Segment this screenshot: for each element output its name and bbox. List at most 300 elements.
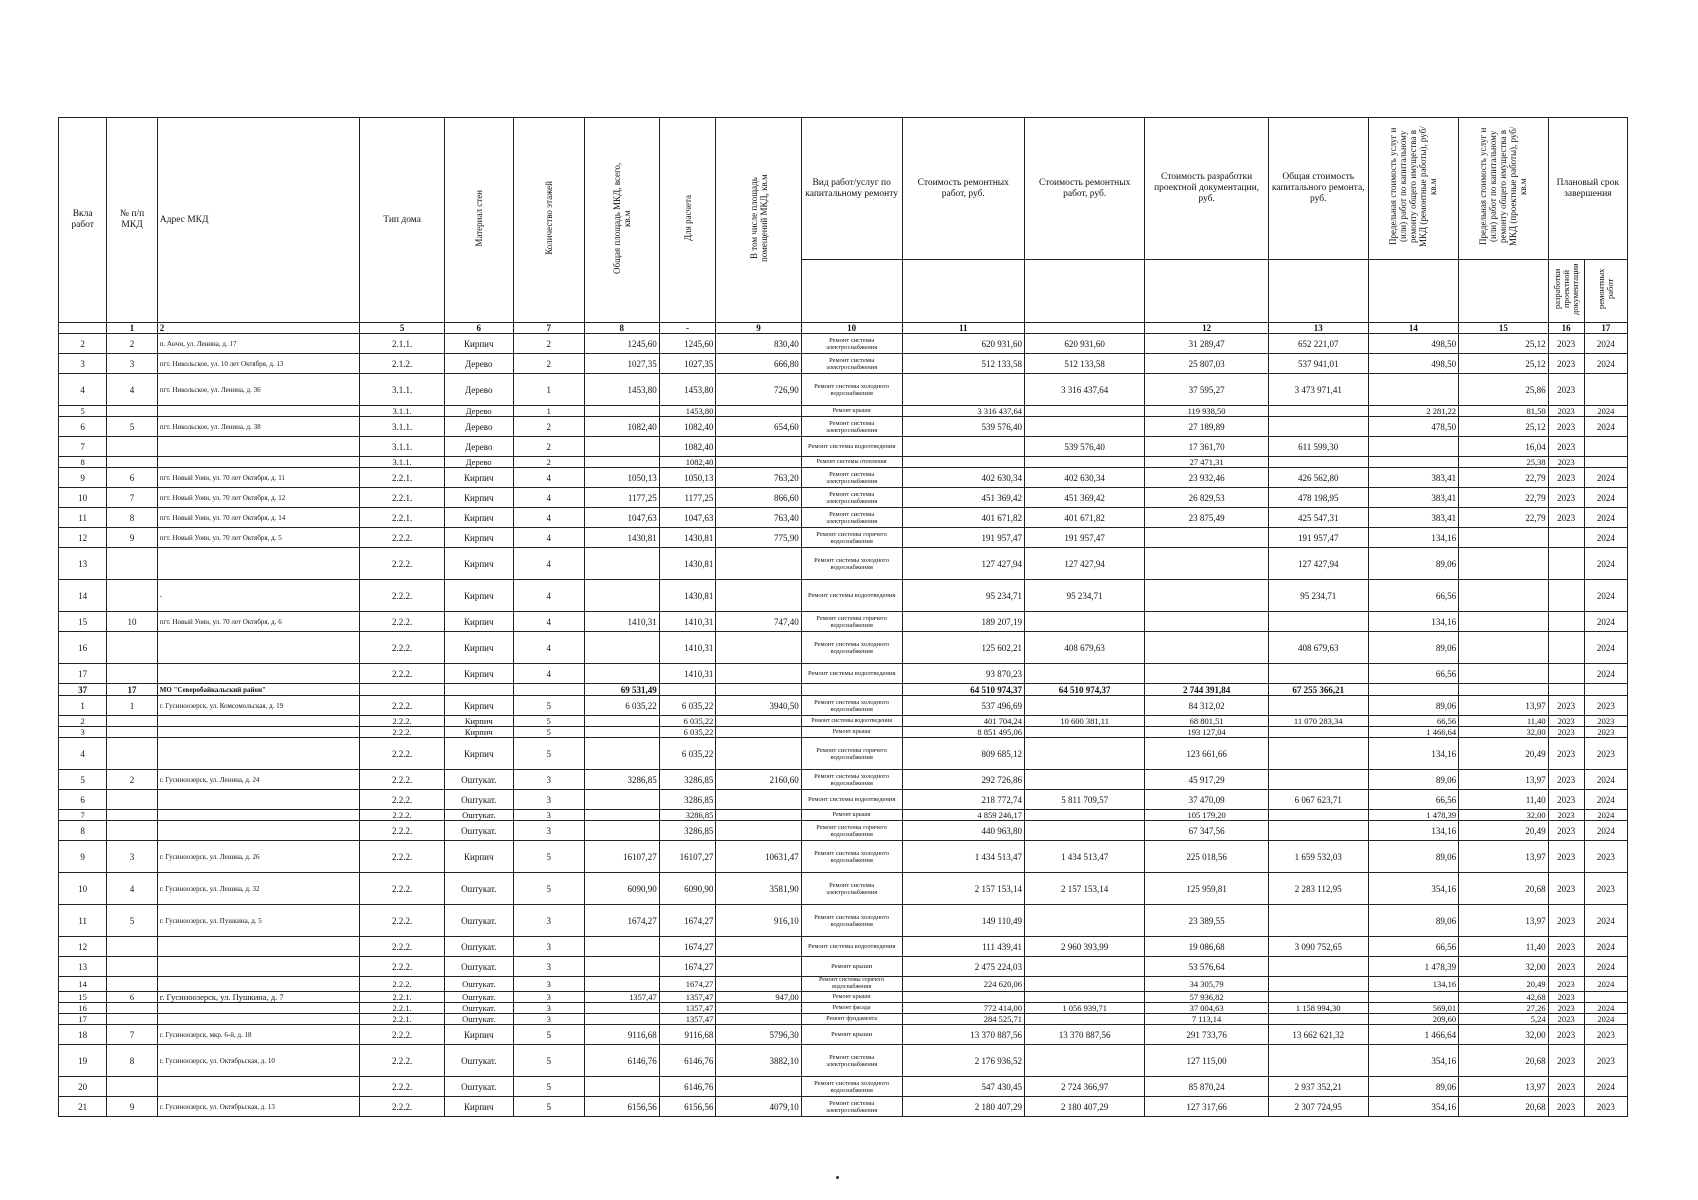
table-row [59, 417, 1628, 437]
address-cell [157, 664, 360, 684]
total-cost-cell [1268, 406, 1368, 417]
design-cost-cell: 31 289,47 [1145, 334, 1268, 354]
total-cost-cell [1268, 612, 1368, 632]
repair-cost-2-cell: 2 157 153,14 [1024, 873, 1144, 905]
deadline-design-cell [1548, 580, 1584, 612]
work-kind-cell: Ремонт системы горячего водоснабжения [801, 612, 902, 632]
table-row [59, 905, 1628, 937]
calc-area-cell: 1082,40 [659, 437, 716, 457]
mkd-number: 3 [107, 841, 157, 873]
calc-area-cell: 6090,90 [659, 873, 716, 905]
total-cost-cell [1268, 696, 1368, 716]
work-kind-cell: Ремонт системы водоотведения [801, 437, 902, 457]
deadline-repair-cell [1584, 992, 1627, 1003]
header-work-type: Вкла работ [59, 118, 107, 323]
total-cost-cell [1268, 727, 1368, 738]
row-number: 10 [59, 873, 107, 905]
deadline-repair-cell: 2023 [1584, 873, 1627, 905]
work-kind-cell: Ремонт системы отопления [801, 457, 902, 468]
deadline-repair-cell: 2024 [1584, 905, 1627, 937]
design-cost-cell: 105 179,20 [1145, 810, 1268, 821]
column-number: 1 [107, 323, 157, 334]
mkd-number: 9 [107, 1097, 157, 1117]
table-row [59, 468, 1628, 488]
limit-design-cell: 20,49 [1459, 977, 1549, 992]
deadline-design-cell: 2023 [1548, 821, 1584, 841]
floors-cell: 5 [513, 1045, 584, 1077]
limit-repair-cell: 66,56 [1368, 716, 1459, 727]
work-kind-cell: Ремонт фасада [801, 1003, 902, 1014]
house-type-cell: 2.2.1. [360, 508, 444, 528]
wall-material-cell: Оштукат. [444, 937, 513, 957]
total-area-cell: 1082,40 [584, 417, 659, 437]
calc-area-cell: 1430,81 [659, 548, 716, 580]
floors-cell: 4 [513, 548, 584, 580]
calc-area-cell: 1430,81 [659, 528, 716, 548]
limit-repair-cell: 89,06 [1368, 841, 1459, 873]
mkd-number [107, 727, 157, 738]
premises-area-cell: 916,10 [716, 905, 801, 937]
address-cell: пгт. Новый Уоян, ул. 70 лет Октября, д. 5 [157, 528, 360, 548]
limit-repair-cell: 134,16 [1368, 612, 1459, 632]
limit-repair-cell: 354,16 [1368, 1045, 1459, 1077]
wall-material-cell: Оштукат. [444, 1045, 513, 1077]
deadline-repair-cell: 2024 [1584, 508, 1627, 528]
deadline-design-cell: 2023 [1548, 1045, 1584, 1077]
repair-cost-2-cell [1024, 992, 1144, 1003]
deadline-design-cell [1548, 684, 1584, 696]
row-number: 11 [59, 508, 107, 528]
deadline-repair-cell: 2024 [1584, 417, 1627, 437]
repair-cost-2-cell: 402 630,34 [1024, 468, 1144, 488]
deadline-design-cell: 2023 [1548, 727, 1584, 738]
design-cost-cell: 68 801,51 [1145, 716, 1268, 727]
premises-area-cell [716, 790, 801, 810]
premises-area-cell: 947,00 [716, 992, 801, 1003]
total-area-cell: 6 035,22 [584, 696, 659, 716]
deadline-design-cell: 2023 [1548, 873, 1584, 905]
house-type-cell: 3.1.1. [360, 406, 444, 417]
mkd-number: 1 [107, 696, 157, 716]
calc-area-cell: 16107,27 [659, 841, 716, 873]
house-type-cell: 2.2.2. [360, 528, 444, 548]
header-floors: Количество этажей [513, 118, 584, 323]
total-area-cell [584, 457, 659, 468]
total-area-cell [584, 937, 659, 957]
work-kind-cell: Ремонт системы электроснабжения [801, 1045, 902, 1077]
limit-repair-cell [1368, 457, 1459, 468]
floors-cell: 5 [513, 841, 584, 873]
work-kind-cell: Ремонт системы водоотведения [801, 580, 902, 612]
house-type-cell: 2.2.2. [360, 580, 444, 612]
limit-repair-cell [1368, 684, 1459, 696]
work-kind-cell: Ремонт системы электроснабжения [801, 1097, 902, 1117]
total-cost-cell: 611 599,30 [1268, 437, 1368, 457]
limit-repair-cell: 354,16 [1368, 1097, 1459, 1117]
floors-cell: 1 [513, 374, 584, 406]
wall-material-cell: Кирпич [444, 664, 513, 684]
mkd-number: 6 [107, 992, 157, 1003]
house-type-cell: 2.2.2. [360, 770, 444, 790]
premises-area-cell [716, 937, 801, 957]
mkd-number: 2 [107, 770, 157, 790]
calc-area-cell: 6 035,22 [659, 727, 716, 738]
address-cell: - [157, 580, 360, 612]
deadline-design-cell: 2023 [1548, 406, 1584, 417]
row-number: 4 [59, 738, 107, 770]
header-house-type: Тип дома [360, 118, 444, 323]
limit-design-cell: 32,00 [1459, 1025, 1549, 1045]
wall-material-cell: Кирпич [444, 738, 513, 770]
total-area-cell: 3286,85 [584, 770, 659, 790]
deadline-design-cell: 2023 [1548, 508, 1584, 528]
design-cost-cell: 127 317,66 [1145, 1097, 1268, 1117]
repair-cost-cell: 4 859 246,17 [902, 810, 1024, 821]
premises-area-cell [716, 1077, 801, 1097]
limit-repair-cell: 569,01 [1368, 1003, 1459, 1014]
total-area-cell [584, 1003, 659, 1014]
repair-cost-2-cell: 512 133,58 [1024, 354, 1144, 374]
limit-design-cell: 20,68 [1459, 873, 1549, 905]
work-kind-cell: Ремонт крыши [801, 992, 902, 1003]
work-kind-cell: Ремонт крыши [801, 1025, 902, 1045]
wall-material-cell: Дерево [444, 417, 513, 437]
deadline-repair-cell: 2024 [1584, 354, 1627, 374]
house-type-cell [360, 684, 444, 696]
work-kind-cell: Ремонт системы холодного водоснабжения [801, 770, 902, 790]
deadline-repair-cell: 2024 [1584, 488, 1627, 508]
house-type-cell: 2.2.2. [360, 977, 444, 992]
deadline-repair-cell: 2024 [1584, 1003, 1627, 1014]
column-number: 8 [584, 323, 659, 334]
mkd-number: 4 [107, 374, 157, 406]
total-cost-cell: 6 067 623,71 [1268, 790, 1368, 810]
wall-material-cell: Кирпич [444, 468, 513, 488]
design-cost-cell: 85 870,24 [1145, 1077, 1268, 1097]
wall-material-cell: Кирпич [444, 548, 513, 580]
mkd-number: 17 [107, 684, 157, 696]
total-area-cell [584, 632, 659, 664]
page-marker [836, 1176, 839, 1179]
deadline-design-cell: 2023 [1548, 841, 1584, 873]
column-number: 13 [1268, 323, 1368, 334]
premises-area-cell: 10631,47 [716, 841, 801, 873]
total-area-cell [584, 1077, 659, 1097]
column-number: 10 [801, 323, 902, 334]
repair-cost-2-cell [1024, 612, 1144, 632]
repair-cost-2-cell [1024, 1045, 1144, 1077]
premises-area-cell [716, 716, 801, 727]
total-cost-cell: 426 562,80 [1268, 468, 1368, 488]
deadline-repair-cell: 2024 [1584, 334, 1627, 354]
premises-area-cell [716, 957, 801, 977]
premises-area-cell: 3581,90 [716, 873, 801, 905]
deadline-design-cell: 2023 [1548, 437, 1584, 457]
calc-area-cell: 6 035,22 [659, 696, 716, 716]
design-cost-cell: 84 312,02 [1145, 696, 1268, 716]
repair-cost-2-cell: 191 957,47 [1024, 528, 1144, 548]
house-type-cell: 2.1.1. [360, 334, 444, 354]
work-kind-cell: Ремонт системы холодного водоснабжения [801, 841, 902, 873]
floors-cell: 2 [513, 334, 584, 354]
floors-cell: 3 [513, 957, 584, 977]
floors-cell: 3 [513, 992, 584, 1003]
repair-cost-2-cell: 3 316 437,64 [1024, 374, 1144, 406]
mkd-number: 6 [107, 468, 157, 488]
repair-cost-cell: 512 133,58 [902, 354, 1024, 374]
house-type-cell: 2.2.2. [360, 841, 444, 873]
work-kind-cell: Ремонт системы электроснабжения [801, 873, 902, 905]
floors-cell: 3 [513, 937, 584, 957]
calc-area-cell: 6146,76 [659, 1077, 716, 1097]
repair-cost-cell: 401 671,82 [902, 508, 1024, 528]
row-number: 6 [59, 417, 107, 437]
total-cost-cell: 13 662 621,32 [1268, 1025, 1368, 1045]
premises-area-cell: 3940,50 [716, 696, 801, 716]
wall-material-cell: Кирпич [444, 727, 513, 738]
address-cell [157, 1077, 360, 1097]
header-repair-cost-2: Стоимость ремонтных работ, руб. [1024, 118, 1144, 260]
repair-cost-cell: 13 370 887,56 [902, 1025, 1024, 1045]
repair-cost-2-cell [1024, 1014, 1144, 1025]
limit-repair-cell: 498,50 [1368, 354, 1459, 374]
floors-cell: 4 [513, 508, 584, 528]
row-number: 2 [59, 716, 107, 727]
total-area-cell [584, 738, 659, 770]
address-cell: г. Гусиноозерск, ул. Октябрьская, д. 10 [157, 1045, 360, 1077]
row-number: 9 [59, 841, 107, 873]
work-kind-cell: Ремонт крыши [801, 810, 902, 821]
house-type-cell: 2.2.2. [360, 1077, 444, 1097]
total-cost-cell: 652 221,07 [1268, 334, 1368, 354]
table-row [59, 528, 1628, 548]
limit-design-cell [1459, 684, 1549, 696]
row-number: 37 [59, 684, 107, 696]
table-row [59, 548, 1628, 580]
design-cost-cell: 37 004,63 [1145, 1003, 1268, 1014]
mkd-number [107, 977, 157, 992]
address-cell: пгт. Новый Уоян, ул. 70 лет Октября, д. 11 [157, 468, 360, 488]
total-area-cell [584, 548, 659, 580]
table-row [59, 957, 1628, 977]
deadline-design-cell: 2023 [1548, 957, 1584, 977]
repair-cost-cell: 8 851 495,06 [902, 727, 1024, 738]
repair-cost-cell: 2 180 407,29 [902, 1097, 1024, 1117]
premises-area-cell [716, 738, 801, 770]
work-kind-cell: Ремонт системы холодного водоснабжения [801, 632, 902, 664]
table-row [59, 406, 1628, 417]
repair-cost-cell: 2 176 936,52 [902, 1045, 1024, 1077]
limit-design-cell: 22,79 [1459, 508, 1549, 528]
total-cost-cell [1268, 977, 1368, 992]
mkd-number: 9 [107, 528, 157, 548]
table-row [59, 873, 1628, 905]
wall-material-cell: Оштукат. [444, 957, 513, 977]
repair-cost-cell: 149 110,49 [902, 905, 1024, 937]
design-cost-cell [1145, 580, 1268, 612]
work-kind-cell: Ремонт системы горячего водоснабжения [801, 528, 902, 548]
repair-cost-cell: 402 630,34 [902, 468, 1024, 488]
house-type-cell: 2.2.2. [360, 873, 444, 905]
premises-area-cell [716, 727, 801, 738]
wall-material-cell: Оштукат. [444, 1014, 513, 1025]
address-cell: МО "Северобайкальский район" [157, 684, 360, 696]
address-cell [157, 548, 360, 580]
mkd-number [107, 738, 157, 770]
house-type-cell: 2.2.1. [360, 1014, 444, 1025]
deadline-repair-cell: 2023 [1584, 1045, 1627, 1077]
column-number: 7 [513, 323, 584, 334]
deadline-design-cell: 2023 [1548, 790, 1584, 810]
address-cell: пгт. Новый Уоян, ул. 70 лет Октября, д. 12 [157, 488, 360, 508]
mkd-number: 4 [107, 873, 157, 905]
repair-cost-cell: 292 726,86 [902, 770, 1024, 790]
wall-material-cell: Кирпич [444, 508, 513, 528]
design-cost-cell [1145, 612, 1268, 632]
house-type-cell: 2.2.2. [360, 1097, 444, 1117]
header-for-calculation: Для расчета [659, 118, 716, 323]
header-address: Адрес МКД [157, 118, 360, 323]
repair-cost-2-cell [1024, 738, 1144, 770]
deadline-repair-cell: 2023 [1584, 696, 1627, 716]
design-cost-cell: 7 113,14 [1145, 1014, 1268, 1025]
house-type-cell: 2.2.2. [360, 937, 444, 957]
limit-design-cell: 32,00 [1459, 957, 1549, 977]
total-area-cell: 1674,27 [584, 905, 659, 937]
calc-area-cell: 1410,31 [659, 632, 716, 664]
design-cost-cell: 125 959,81 [1145, 873, 1268, 905]
address-cell: г. Гусиноозерск, ул. Комсомольская, д. 19 [157, 696, 360, 716]
column-number-row [59, 323, 1628, 334]
address-cell: пгт. Никольское, ул. 10 лет Октября, д. 13 [157, 354, 360, 374]
deadline-design-cell: 2023 [1548, 716, 1584, 727]
design-cost-cell: 193 127,04 [1145, 727, 1268, 738]
work-kind-cell: Ремонт системы электроснабжения [801, 417, 902, 437]
limit-design-cell [1459, 612, 1549, 632]
column-number [59, 323, 107, 334]
mkd-number [107, 937, 157, 957]
limit-design-cell: 81,50 [1459, 406, 1549, 417]
deadline-repair-cell: 2024 [1584, 468, 1627, 488]
premises-area-cell: 5796,30 [716, 1025, 801, 1045]
row-number: 5 [59, 406, 107, 417]
header-repair-cost: Стоимость ремонтных работ, руб. [902, 118, 1024, 260]
repair-cost-cell: 284 525,71 [902, 1014, 1024, 1025]
floors-cell: 5 [513, 1077, 584, 1097]
total-cost-cell: 3 473 971,41 [1268, 374, 1368, 406]
column-number: 9 [716, 323, 801, 334]
design-cost-cell [1145, 548, 1268, 580]
row-number: 6 [59, 790, 107, 810]
address-cell: г. Гусиноозерск, ул. Ленина, д. 32 [157, 873, 360, 905]
floors-cell: 3 [513, 790, 584, 810]
row-number: 15 [59, 612, 107, 632]
house-type-cell: 2.2.2. [360, 1025, 444, 1045]
mkd-number: 10 [107, 612, 157, 632]
limit-design-cell: 13,97 [1459, 1077, 1549, 1097]
premises-area-cell [716, 548, 801, 580]
limit-design-cell: 20,68 [1459, 1045, 1549, 1077]
house-type-cell: 2.2.2. [360, 790, 444, 810]
wall-material-cell: Кирпич [444, 1025, 513, 1045]
row-number: 21 [59, 1097, 107, 1117]
row-number: 7 [59, 810, 107, 821]
design-cost-cell [1145, 632, 1268, 664]
house-type-cell: 2.2.2. [360, 716, 444, 727]
wall-material-cell: Кирпич [444, 580, 513, 612]
column-number: 16 [1548, 323, 1584, 334]
total-cost-cell: 11 070 283,34 [1268, 716, 1368, 727]
limit-design-cell: 42,68 [1459, 992, 1549, 1003]
deadline-design-cell: 2023 [1548, 696, 1584, 716]
wall-material-cell: Оштукат. [444, 977, 513, 992]
calc-area-cell: 3286,85 [659, 810, 716, 821]
premises-area-cell [716, 1003, 801, 1014]
deadline-repair-cell [1584, 684, 1627, 696]
deadline-design-cell: 2023 [1548, 488, 1584, 508]
row-number: 20 [59, 1077, 107, 1097]
total-area-cell: 6146,76 [584, 1045, 659, 1077]
table-row [59, 727, 1628, 738]
row-number: 5 [59, 770, 107, 790]
work-kind-cell: Ремонт системы холодного водоснабжения [801, 905, 902, 937]
limit-repair-cell: 134,16 [1368, 528, 1459, 548]
column-number: 14 [1368, 323, 1459, 334]
row-number: 11 [59, 905, 107, 937]
wall-material-cell: Дерево [444, 437, 513, 457]
limit-design-cell [1459, 632, 1549, 664]
table-row [59, 1077, 1628, 1097]
repair-cost-2-cell: 1 056 939,71 [1024, 1003, 1144, 1014]
deadline-design-cell: 2023 [1548, 992, 1584, 1003]
repair-cost-cell: 809 685,12 [902, 738, 1024, 770]
repair-cost-cell: 451 369,42 [902, 488, 1024, 508]
limit-design-cell [1459, 548, 1549, 580]
total-area-cell [584, 406, 659, 417]
mkd-number [107, 580, 157, 612]
floors-cell: 3 [513, 810, 584, 821]
total-area-cell: 1047,63 [584, 508, 659, 528]
premises-area-cell: 866,60 [716, 488, 801, 508]
wall-material-cell: Оштукат. [444, 905, 513, 937]
premises-area-cell: 666,80 [716, 354, 801, 374]
calc-area-cell [659, 684, 716, 696]
repair-cost-2-cell: 1 434 513,47 [1024, 841, 1144, 873]
total-area-cell: 1245,60 [584, 334, 659, 354]
deadline-design-cell: 2023 [1548, 1003, 1584, 1014]
column-number: 17 [1584, 323, 1627, 334]
deadline-repair-cell: 2024 [1584, 957, 1627, 977]
address-cell: г. Гусиноозерск, ул. Пушкина, д. 7 [157, 992, 360, 1003]
limit-design-cell: 22,79 [1459, 488, 1549, 508]
repair-cost-2-cell [1024, 406, 1144, 417]
repair-cost-cell: 537 496,69 [902, 696, 1024, 716]
premises-area-cell: 726,90 [716, 374, 801, 406]
house-type-cell: 2.2.2. [360, 905, 444, 937]
calc-area-cell: 6156,56 [659, 1097, 716, 1117]
calc-area-cell: 3286,85 [659, 790, 716, 810]
limit-design-cell: 25,12 [1459, 417, 1549, 437]
row-number: 13 [59, 548, 107, 580]
design-cost-cell: 23 389,55 [1145, 905, 1268, 937]
design-cost-cell [1145, 528, 1268, 548]
total-area-cell: 1050,13 [584, 468, 659, 488]
repair-cost-cell [902, 992, 1024, 1003]
table-row [59, 632, 1628, 664]
house-type-cell: 3.1.1. [360, 437, 444, 457]
repair-cost-2-cell [1024, 821, 1144, 841]
repair-cost-cell [902, 457, 1024, 468]
